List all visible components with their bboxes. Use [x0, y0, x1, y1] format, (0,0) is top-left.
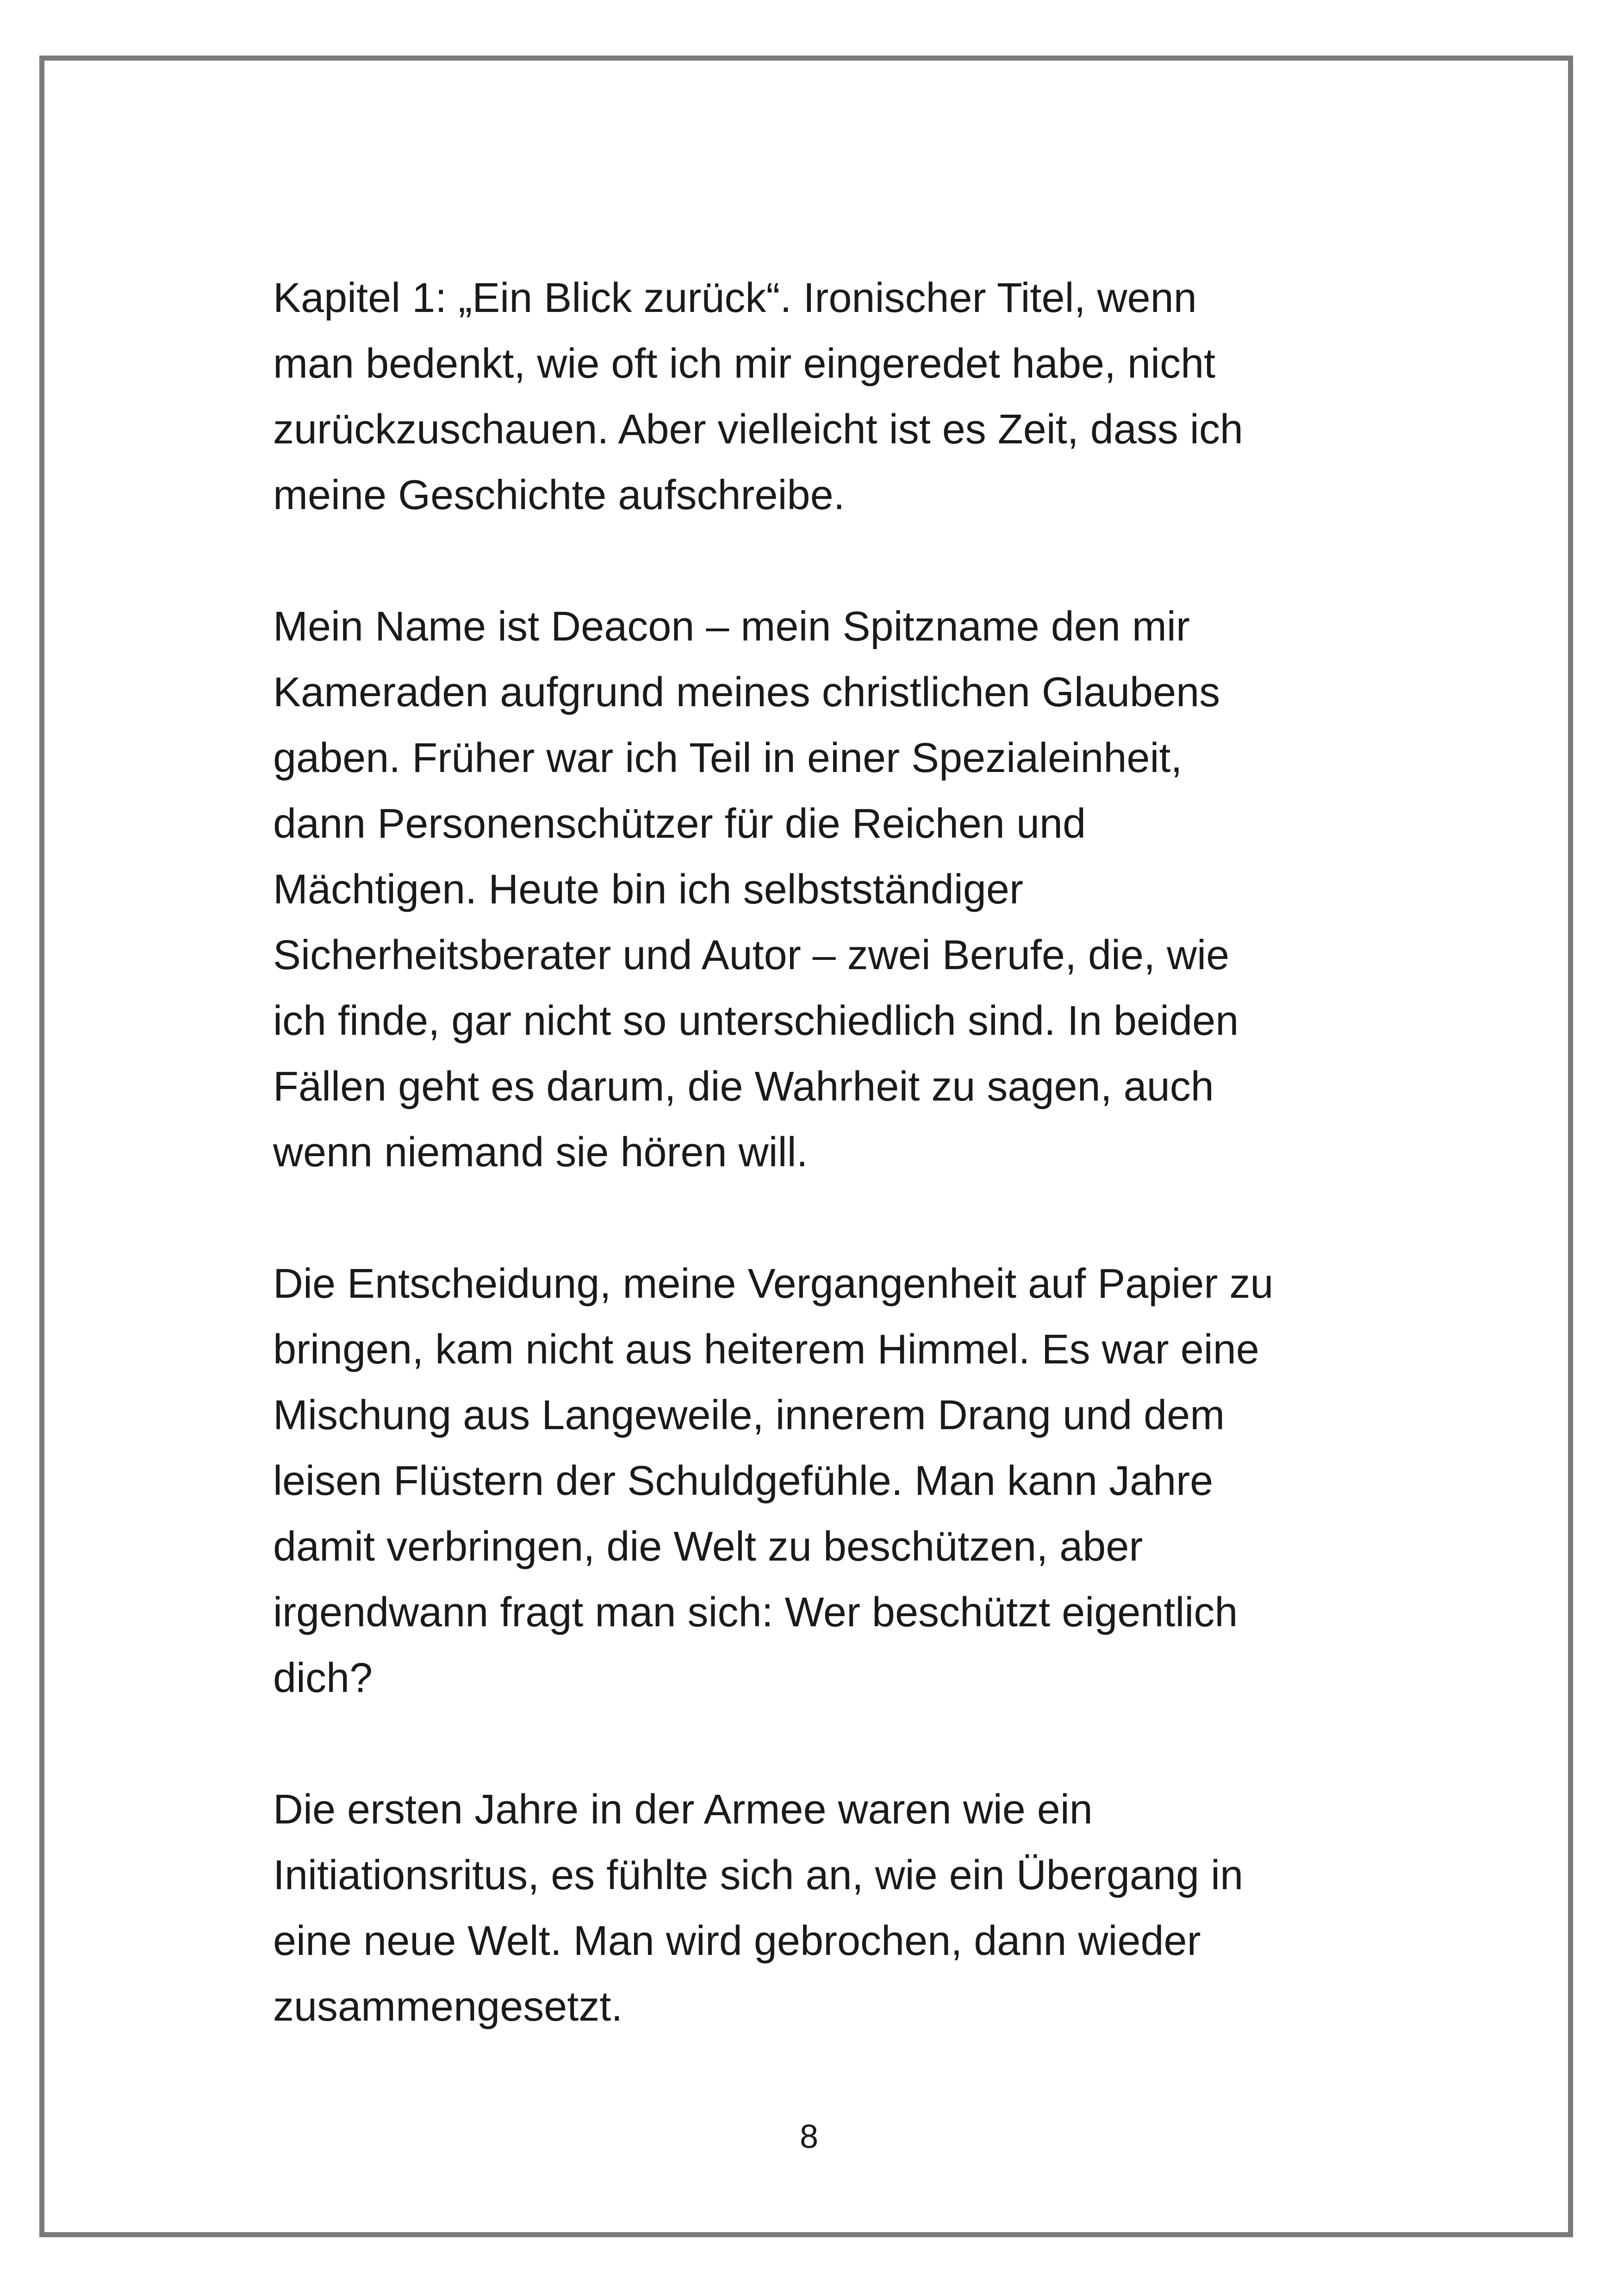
- text-line: Mischung aus Langeweile, innerem Drang und dem: [273, 1392, 1225, 1438]
- text-line: ich finde, gar nicht so unterschiedlich sind. In beiden: [273, 998, 1239, 1044]
- text-line: Kapitel 1: „Ein Blick zurück“. Ironischer Titel, wenn: [273, 275, 1197, 321]
- text-line: Mein Name ist Deacon – mein Spitzname den mir: [273, 604, 1190, 650]
- paragraph-1: [273, 265, 1356, 528]
- paragraph-4: [273, 1777, 1356, 2040]
- paragraph-3: [273, 1251, 1356, 1711]
- text-line: eine neue Welt. Man wird gebrochen, dann wieder: [273, 1918, 1201, 1964]
- text-line: leisen Flüstern der Schuldgefühle. Man kann Jahre: [273, 1458, 1214, 1504]
- page-number: 8: [799, 2118, 819, 2155]
- text-line: irgendwann fragt man sich: Wer beschützt eigentlich: [273, 1589, 1238, 1636]
- paragraph-2: [273, 594, 1356, 1185]
- text-line: Mächtigen. Heute bin ich selbstständiger: [273, 866, 1023, 913]
- text-line: dann Personenschützer für die Reichen und: [273, 801, 1086, 847]
- text-line: Die Entscheidung, meine Vergangenheit auf Papier zu: [273, 1261, 1274, 1307]
- text-line: Die ersten Jahre in der Armee waren wie ein: [273, 1786, 1093, 1833]
- text-line: Fällen geht es darum, die Wahrheit zu sagen, auch: [273, 1064, 1214, 1110]
- text-line: dich?: [273, 1655, 373, 1701]
- text-line: Sicherheitsberater und Autor – zwei Berufe, die, wie: [273, 932, 1230, 978]
- text-line: damit verbringen, die Welt zu beschützen, aber: [273, 1524, 1143, 1570]
- chapter-text: [273, 265, 1356, 2040]
- text-line: man bedenkt, wie oft ich mir eingeredet habe, nicht: [273, 341, 1216, 387]
- text-line: Initiationsritus, es fühlte sich an, wie ein Übergang in: [273, 1852, 1244, 1898]
- text-line: Kameraden aufgrund meines christlichen Glaubens: [273, 669, 1220, 716]
- text-line: zurückzuschauen. Aber vielleicht ist es Zeit, dass ich: [273, 406, 1243, 453]
- text-line: wenn niemand sie hören will.: [273, 1129, 808, 1176]
- text-line: gaben. Früher war ich Teil in einer Spezialeinheit,: [273, 735, 1182, 781]
- text-line: meine Geschichte aufschreibe.: [273, 472, 845, 518]
- text-line: zusammengesetzt.: [273, 1984, 623, 2030]
- text-line: bringen, kam nicht aus heiterem Himmel. Es war eine: [273, 1326, 1259, 1373]
